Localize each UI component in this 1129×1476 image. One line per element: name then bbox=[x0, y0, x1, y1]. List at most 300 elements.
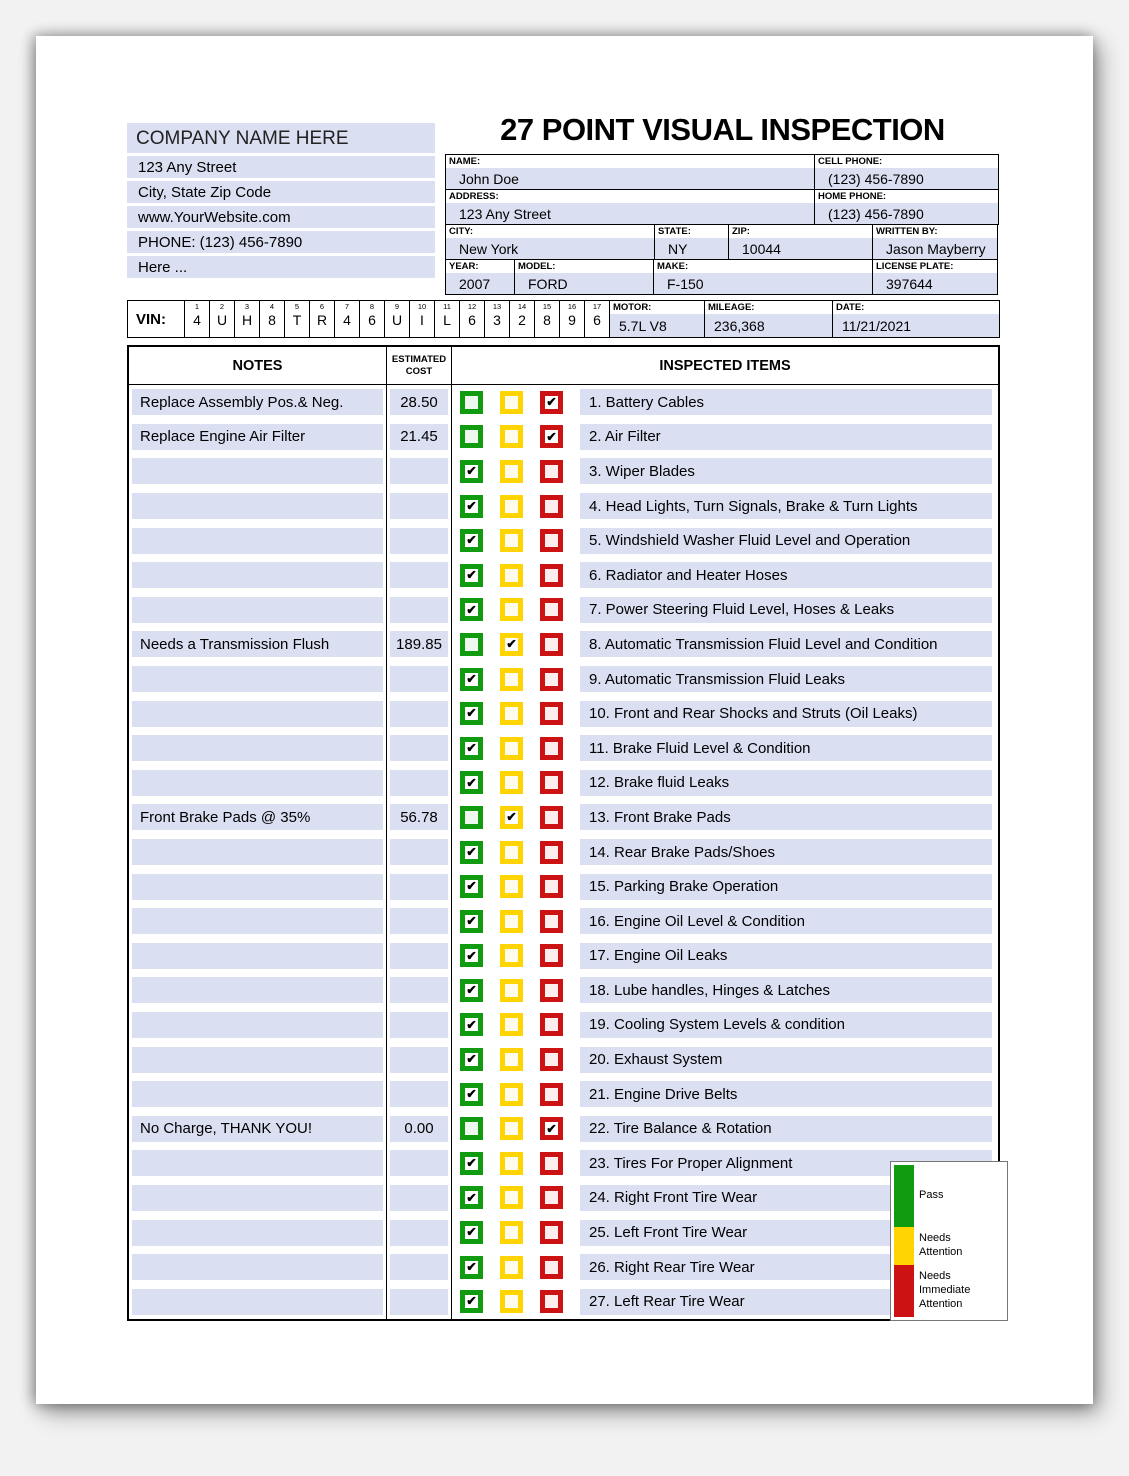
motor-value[interactable]: 5.7L V8 bbox=[610, 314, 704, 337]
checkbox-inner bbox=[505, 396, 518, 409]
note-cell[interactable] bbox=[132, 493, 383, 519]
status-checkbox-yellow[interactable] bbox=[500, 1221, 523, 1244]
status-checkbox-yellow[interactable] bbox=[500, 771, 523, 794]
mileage-label: MILEAGE: bbox=[708, 302, 755, 313]
vin-char-cell[interactable] bbox=[510, 301, 535, 337]
address-value[interactable]: 123 Any Street bbox=[446, 203, 814, 224]
vin-char-cell[interactable] bbox=[260, 301, 285, 337]
status-checkbox-red[interactable] bbox=[540, 841, 563, 864]
checkbox-inner bbox=[465, 1122, 478, 1135]
status-checkbox-red[interactable] bbox=[540, 1117, 563, 1140]
field-name bbox=[445, 154, 815, 190]
checkbox-inner bbox=[545, 1191, 558, 1204]
status-checkbox-red[interactable] bbox=[540, 1048, 563, 1071]
status-checkbox-yellow[interactable] bbox=[500, 1186, 523, 1209]
status-checkbox-red[interactable] bbox=[540, 633, 563, 656]
company-name-field[interactable]: COMPANY NAME HERE bbox=[127, 123, 435, 153]
status-checkbox-green[interactable] bbox=[460, 1256, 483, 1279]
checkbox-inner: ✔ bbox=[466, 879, 477, 894]
inspection-row bbox=[129, 696, 998, 731]
cost-cell[interactable]: 56.78 bbox=[390, 804, 448, 830]
state-value[interactable]: NY bbox=[655, 238, 728, 259]
info-row-4 bbox=[445, 259, 1000, 295]
address-label: ADDRESS: bbox=[449, 191, 499, 202]
form-title: 27 POINT VISUAL INSPECTION bbox=[500, 112, 945, 147]
status-checkbox-green[interactable] bbox=[460, 944, 483, 967]
item-label: 17. Engine Oil Leaks bbox=[580, 943, 992, 969]
status-checkbox-green[interactable] bbox=[460, 1083, 483, 1106]
info-row-3 bbox=[445, 224, 1000, 260]
inspection-rows bbox=[129, 385, 998, 1319]
note-cell[interactable] bbox=[132, 1185, 383, 1211]
status-checkbox-green[interactable] bbox=[460, 425, 483, 448]
cost-cell[interactable] bbox=[390, 1150, 448, 1176]
cost-cell[interactable] bbox=[390, 1289, 448, 1315]
status-checkbox-green[interactable] bbox=[460, 1290, 483, 1313]
inspection-form-page bbox=[36, 36, 1093, 1404]
vin-char-cell[interactable] bbox=[310, 301, 335, 337]
note-cell[interactable] bbox=[132, 1289, 383, 1315]
note-cell[interactable]: Replace Engine Air Filter bbox=[132, 424, 383, 450]
status-checkbox-yellow[interactable] bbox=[500, 1152, 523, 1175]
cost-cell[interactable] bbox=[390, 1185, 448, 1211]
vin-character: 8 bbox=[543, 312, 551, 328]
status-checkbox-red[interactable] bbox=[540, 668, 563, 691]
status-checkbox-yellow[interactable] bbox=[500, 391, 523, 414]
checkbox-inner: ✔ bbox=[466, 844, 477, 859]
status-checkbox-red[interactable] bbox=[540, 1152, 563, 1175]
cost-cell[interactable] bbox=[390, 493, 448, 519]
item-label: 2. Air Filter bbox=[580, 424, 992, 450]
year-value[interactable]: 2007 bbox=[446, 273, 514, 294]
info-row-1 bbox=[445, 154, 1000, 190]
status-checkbox-green[interactable] bbox=[460, 979, 483, 1002]
inspection-row bbox=[129, 766, 998, 801]
vin-char-cell[interactable] bbox=[585, 301, 610, 337]
item-label: 16. Engine Oil Level & Condition bbox=[580, 908, 992, 934]
checkbox-inner: ✔ bbox=[466, 568, 477, 583]
checkbox-inner bbox=[505, 880, 518, 893]
inspection-row bbox=[129, 385, 998, 420]
checkbox-inner: ✔ bbox=[546, 1121, 557, 1136]
field-mileage bbox=[705, 301, 833, 337]
field-home-phone bbox=[814, 189, 999, 225]
status-checkbox-red[interactable] bbox=[540, 979, 563, 1002]
motor-label: MOTOR: bbox=[613, 302, 652, 313]
cost-cell[interactable] bbox=[390, 562, 448, 588]
vin-position-number: 6 bbox=[319, 302, 325, 311]
status-checkbox-yellow[interactable] bbox=[500, 529, 523, 552]
vin-character: 6 bbox=[368, 312, 376, 328]
item-label: 14. Rear Brake Pads/Shoes bbox=[580, 839, 992, 865]
vin-char-cell[interactable] bbox=[360, 301, 385, 337]
status-checkbox-yellow[interactable] bbox=[500, 1256, 523, 1279]
cost-cell[interactable] bbox=[390, 874, 448, 900]
legend-item-red bbox=[894, 1265, 1004, 1317]
status-checkbox-green[interactable] bbox=[460, 668, 483, 691]
inspection-row bbox=[129, 939, 998, 974]
vin-char-cell[interactable] bbox=[335, 301, 360, 337]
inspection-row bbox=[129, 489, 998, 524]
note-cell[interactable] bbox=[132, 666, 383, 692]
checkbox-inner bbox=[465, 430, 478, 443]
legend-label: Needs Attention bbox=[919, 1232, 963, 1259]
inspection-row bbox=[129, 662, 998, 697]
note-cell[interactable] bbox=[132, 562, 383, 588]
checkbox-inner bbox=[505, 707, 518, 720]
cost-cell[interactable]: 21.45 bbox=[390, 424, 448, 450]
status-checkbox-green[interactable] bbox=[460, 1013, 483, 1036]
mileage-value[interactable]: 236,368 bbox=[705, 314, 832, 337]
checkbox-inner bbox=[545, 1157, 558, 1170]
status-checkbox-green[interactable] bbox=[460, 598, 483, 621]
city-label: CITY: bbox=[449, 226, 474, 237]
status-checkbox-red[interactable] bbox=[540, 425, 563, 448]
vin-char-cell[interactable] bbox=[485, 301, 510, 337]
cost-cell[interactable] bbox=[390, 1047, 448, 1073]
checkbox-inner bbox=[545, 1295, 558, 1308]
inspection-row bbox=[129, 593, 998, 628]
vin-char-cell[interactable] bbox=[460, 301, 485, 337]
checkbox-inner bbox=[505, 1261, 518, 1274]
checkbox-inner: ✔ bbox=[466, 1190, 477, 1205]
checkbox-inner bbox=[545, 465, 558, 478]
field-cell-phone bbox=[814, 154, 999, 190]
checkbox-inner bbox=[505, 949, 518, 962]
vin-position-number: 7 bbox=[344, 302, 350, 311]
status-checkbox-green[interactable] bbox=[460, 391, 483, 414]
note-cell[interactable] bbox=[132, 874, 383, 900]
vin-char-cell[interactable] bbox=[285, 301, 310, 337]
cell-phone-value[interactable]: (123) 456-7890 bbox=[815, 168, 998, 189]
company-phone-line[interactable]: PHONE: (123) 456-7890 bbox=[127, 231, 435, 253]
checkbox-inner bbox=[505, 984, 518, 997]
status-checkbox-red[interactable] bbox=[540, 1013, 563, 1036]
vin-position-number: 2 bbox=[219, 302, 225, 311]
vin-character: 3 bbox=[493, 312, 501, 328]
status-checkbox-yellow[interactable] bbox=[500, 910, 523, 933]
cost-cell[interactable] bbox=[390, 666, 448, 692]
field-make bbox=[653, 259, 873, 295]
item-label: 13. Front Brake Pads bbox=[580, 804, 992, 830]
checkbox-inner bbox=[545, 1226, 558, 1239]
checkbox-inner bbox=[545, 638, 558, 651]
status-checkbox-red[interactable] bbox=[540, 806, 563, 829]
note-cell[interactable] bbox=[132, 735, 383, 761]
status-checkbox-green[interactable] bbox=[460, 1186, 483, 1209]
vin-char-cell[interactable] bbox=[385, 301, 410, 337]
status-checkbox-yellow[interactable] bbox=[500, 875, 523, 898]
note-cell[interactable] bbox=[132, 1012, 383, 1038]
status-checkbox-red[interactable] bbox=[540, 702, 563, 725]
cost-cell[interactable] bbox=[390, 1254, 448, 1280]
note-cell[interactable] bbox=[132, 597, 383, 623]
inspection-row bbox=[129, 869, 998, 904]
company-address-line[interactable]: 123 Any Street bbox=[127, 156, 435, 178]
home-phone-value[interactable]: (123) 456-7890 bbox=[815, 203, 998, 224]
status-checkbox-yellow[interactable] bbox=[500, 702, 523, 725]
status-checkbox-yellow[interactable] bbox=[500, 460, 523, 483]
cost-cell[interactable]: 0.00 bbox=[390, 1116, 448, 1142]
note-cell[interactable] bbox=[132, 458, 383, 484]
item-label: 23. Tires For Proper Alignment bbox=[580, 1150, 992, 1176]
vin-position-number: 16 bbox=[567, 302, 577, 311]
status-checkbox-red[interactable] bbox=[540, 495, 563, 518]
note-cell[interactable]: No Charge, THANK YOU! bbox=[132, 1116, 383, 1142]
field-address bbox=[445, 189, 815, 225]
note-cell[interactable]: Front Brake Pads @ 35% bbox=[132, 804, 383, 830]
company-extra-line[interactable]: Here ... bbox=[127, 256, 435, 278]
vin-character: R bbox=[316, 312, 328, 328]
status-checkbox-yellow[interactable] bbox=[500, 425, 523, 448]
zip-value[interactable]: 10044 bbox=[729, 238, 872, 259]
vin-character: 6 bbox=[593, 312, 601, 328]
status-checkbox-yellow[interactable] bbox=[500, 668, 523, 691]
status-checkbox-yellow[interactable] bbox=[500, 806, 523, 829]
item-label: 20. Exhaust System bbox=[580, 1047, 992, 1073]
status-checkbox-yellow[interactable] bbox=[500, 737, 523, 760]
date-label: DATE: bbox=[836, 302, 865, 313]
status-checkbox-yellow[interactable] bbox=[500, 944, 523, 967]
status-checkbox-green[interactable] bbox=[460, 633, 483, 656]
model-value[interactable]: FORD bbox=[515, 273, 653, 294]
note-cell[interactable] bbox=[132, 943, 383, 969]
checkbox-inner bbox=[505, 1191, 518, 1204]
checkbox-inner bbox=[505, 465, 518, 478]
status-checkbox-green[interactable] bbox=[460, 875, 483, 898]
checkbox-inner: ✔ bbox=[546, 429, 557, 444]
checkbox-inner bbox=[505, 430, 518, 443]
status-checkbox-red[interactable] bbox=[540, 771, 563, 794]
checkbox-inner bbox=[505, 1295, 518, 1308]
checkbox-inner: ✔ bbox=[466, 1052, 477, 1067]
status-checkbox-yellow[interactable] bbox=[500, 1013, 523, 1036]
status-checkbox-red[interactable] bbox=[540, 875, 563, 898]
checkbox-inner bbox=[545, 880, 558, 893]
status-checkbox-red[interactable] bbox=[540, 391, 563, 414]
cost-cell[interactable] bbox=[390, 839, 448, 865]
status-checkbox-red[interactable] bbox=[540, 1186, 563, 1209]
name-value[interactable]: John Doe bbox=[446, 168, 814, 189]
cost-cell[interactable]: 189.85 bbox=[390, 631, 448, 657]
status-checkbox-yellow[interactable] bbox=[500, 1117, 523, 1140]
cost-cell[interactable] bbox=[390, 458, 448, 484]
inspection-row bbox=[129, 1215, 998, 1250]
status-checkbox-green[interactable] bbox=[460, 910, 483, 933]
status-checkbox-yellow[interactable] bbox=[500, 979, 523, 1002]
estimated-cost-header bbox=[387, 347, 452, 384]
vin-char-cell[interactable] bbox=[560, 301, 585, 337]
status-checkbox-yellow[interactable] bbox=[500, 841, 523, 864]
field-license-plate bbox=[872, 259, 998, 295]
note-cell[interactable] bbox=[132, 1081, 383, 1107]
status-checkbox-red[interactable] bbox=[540, 1083, 563, 1106]
cost-cell[interactable] bbox=[390, 597, 448, 623]
cost-cell[interactable] bbox=[390, 701, 448, 727]
vin-character: T bbox=[292, 312, 302, 328]
cost-cell[interactable] bbox=[390, 1220, 448, 1246]
checkbox-inner bbox=[545, 949, 558, 962]
written-by-value[interactable]: Jason Mayberry bbox=[873, 238, 997, 259]
status-checkbox-green[interactable] bbox=[460, 1221, 483, 1244]
date-value[interactable]: 11/21/2021 bbox=[833, 314, 999, 337]
note-cell[interactable] bbox=[132, 908, 383, 934]
item-label: 25. Left Front Tire Wear bbox=[580, 1220, 992, 1246]
status-checkbox-red[interactable] bbox=[540, 1256, 563, 1279]
inspection-row bbox=[129, 835, 998, 870]
note-cell[interactable] bbox=[132, 1220, 383, 1246]
cost-cell[interactable]: 28.50 bbox=[390, 389, 448, 415]
checkbox-inner bbox=[505, 673, 518, 686]
home-phone-label: HOME PHONE: bbox=[818, 191, 887, 202]
checkbox-inner bbox=[505, 1053, 518, 1066]
vin-char-cell[interactable] bbox=[535, 301, 560, 337]
status-checkbox-red[interactable] bbox=[540, 529, 563, 552]
checkbox-inner: ✔ bbox=[466, 1225, 477, 1240]
status-checkbox-yellow[interactable] bbox=[500, 1048, 523, 1071]
item-label: 11. Brake Fluid Level & Condition bbox=[580, 735, 992, 761]
inspection-row bbox=[129, 1077, 998, 1112]
status-checkbox-red[interactable] bbox=[540, 598, 563, 621]
vin-character: H bbox=[241, 312, 253, 328]
note-cell[interactable] bbox=[132, 1047, 383, 1073]
company-address-line[interactable]: City, State Zip Code bbox=[127, 181, 435, 203]
note-cell[interactable] bbox=[132, 839, 383, 865]
note-cell[interactable] bbox=[132, 1150, 383, 1176]
status-checkbox-green[interactable] bbox=[460, 1152, 483, 1175]
status-checkbox-yellow[interactable] bbox=[500, 564, 523, 587]
checkbox-inner: ✔ bbox=[466, 740, 477, 755]
vin-char-cell[interactable] bbox=[410, 301, 435, 337]
checkbox-inner bbox=[505, 1157, 518, 1170]
inspection-row bbox=[129, 800, 998, 835]
cost-cell[interactable] bbox=[390, 528, 448, 554]
status-checkbox-green[interactable] bbox=[460, 737, 483, 760]
zip-label: ZIP: bbox=[732, 226, 750, 237]
status-checkbox-green[interactable] bbox=[460, 1048, 483, 1071]
vin-row bbox=[127, 300, 1000, 338]
status-checkbox-green[interactable] bbox=[460, 771, 483, 794]
checkbox-inner bbox=[505, 1088, 518, 1101]
cost-cell[interactable] bbox=[390, 977, 448, 1003]
inspected-items-header: INSPECTED ITEMS bbox=[659, 357, 791, 374]
note-cell[interactable] bbox=[132, 528, 383, 554]
vin-position-number: 17 bbox=[592, 302, 602, 311]
vin-cells bbox=[185, 301, 610, 337]
license-plate-value[interactable]: 397644 bbox=[873, 273, 997, 294]
note-cell[interactable]: Needs a Transmission Flush bbox=[132, 631, 383, 657]
status-checkbox-green[interactable] bbox=[460, 1117, 483, 1140]
make-value[interactable]: F-150 bbox=[654, 273, 872, 294]
checkbox-inner: ✔ bbox=[466, 464, 477, 479]
inspection-row bbox=[129, 420, 998, 455]
status-checkbox-yellow[interactable] bbox=[500, 1083, 523, 1106]
checkbox-inner bbox=[505, 1226, 518, 1239]
status-checkbox-yellow[interactable] bbox=[500, 633, 523, 656]
cost-cell[interactable] bbox=[390, 943, 448, 969]
status-checkbox-red[interactable] bbox=[540, 944, 563, 967]
checkbox-inner bbox=[545, 984, 558, 997]
item-label: 15. Parking Brake Operation bbox=[580, 874, 992, 900]
written-by-label: WRITTEN BY: bbox=[876, 226, 938, 237]
inspection-row bbox=[129, 558, 998, 593]
checkbox-inner bbox=[505, 569, 518, 582]
header-right bbox=[445, 112, 1000, 295]
checkbox-inner bbox=[505, 500, 518, 513]
vin-position-number: 11 bbox=[443, 302, 451, 311]
inspection-row bbox=[129, 904, 998, 939]
city-value[interactable]: New York bbox=[446, 238, 654, 259]
status-checkbox-green[interactable] bbox=[460, 495, 483, 518]
status-checkbox-green[interactable] bbox=[460, 564, 483, 587]
status-checkbox-yellow[interactable] bbox=[500, 495, 523, 518]
checkbox-inner: ✔ bbox=[466, 706, 477, 721]
checkbox-inner bbox=[505, 1018, 518, 1031]
cost-cell[interactable] bbox=[390, 1012, 448, 1038]
checkbox-inner bbox=[505, 1122, 518, 1135]
status-checkbox-yellow[interactable] bbox=[500, 598, 523, 621]
table-header bbox=[129, 347, 998, 385]
vin-character: 4 bbox=[193, 312, 201, 328]
checkbox-inner: ✔ bbox=[466, 498, 477, 513]
legend bbox=[890, 1161, 1008, 1321]
vin-position-number: 13 bbox=[492, 302, 502, 311]
field-model bbox=[514, 259, 654, 295]
field-date bbox=[833, 301, 999, 337]
vin-position-number: 14 bbox=[517, 302, 527, 311]
status-checkbox-red[interactable] bbox=[540, 1290, 563, 1313]
status-checkbox-green[interactable] bbox=[460, 841, 483, 864]
vin-char-cell[interactable] bbox=[210, 301, 235, 337]
cost-cell[interactable] bbox=[390, 908, 448, 934]
legend-item-green bbox=[894, 1165, 1004, 1227]
note-cell[interactable] bbox=[132, 977, 383, 1003]
status-checkbox-red[interactable] bbox=[540, 910, 563, 933]
vin-char-cell[interactable] bbox=[235, 301, 260, 337]
status-checkbox-green[interactable] bbox=[460, 702, 483, 725]
cost-cell[interactable] bbox=[390, 735, 448, 761]
note-cell[interactable]: Replace Assembly Pos.& Neg. bbox=[132, 389, 383, 415]
status-checkbox-red[interactable] bbox=[540, 460, 563, 483]
checkbox-inner: ✔ bbox=[546, 395, 557, 410]
vin-character: 9 bbox=[568, 312, 576, 328]
note-cell[interactable] bbox=[132, 1254, 383, 1280]
vin-position-number: 3 bbox=[244, 302, 250, 311]
company-website-line[interactable]: www.YourWebsite.com bbox=[127, 206, 435, 228]
customer-info-grid bbox=[445, 154, 1000, 295]
status-checkbox-green[interactable] bbox=[460, 806, 483, 829]
yellow-swatch bbox=[894, 1227, 914, 1265]
red-swatch bbox=[894, 1265, 914, 1317]
inspection-row bbox=[129, 1250, 998, 1285]
status-checkbox-red[interactable] bbox=[540, 1221, 563, 1244]
cost-cell[interactable] bbox=[390, 770, 448, 796]
status-checkbox-red[interactable] bbox=[540, 737, 563, 760]
checkbox-inner bbox=[545, 915, 558, 928]
status-checkbox-green[interactable] bbox=[460, 460, 483, 483]
inspection-row bbox=[129, 627, 998, 662]
status-checkbox-red[interactable] bbox=[540, 564, 563, 587]
vin-char-cell[interactable] bbox=[435, 301, 460, 337]
cost-cell[interactable] bbox=[390, 1081, 448, 1107]
status-checkbox-yellow[interactable] bbox=[500, 1290, 523, 1313]
vin-character: I bbox=[420, 312, 424, 328]
note-cell[interactable] bbox=[132, 770, 383, 796]
status-checkbox-green[interactable] bbox=[460, 529, 483, 552]
vin-char-cell[interactable] bbox=[185, 301, 210, 337]
note-cell[interactable] bbox=[132, 701, 383, 727]
item-label: 5. Windshield Washer Fluid Level and Operation bbox=[580, 528, 992, 554]
